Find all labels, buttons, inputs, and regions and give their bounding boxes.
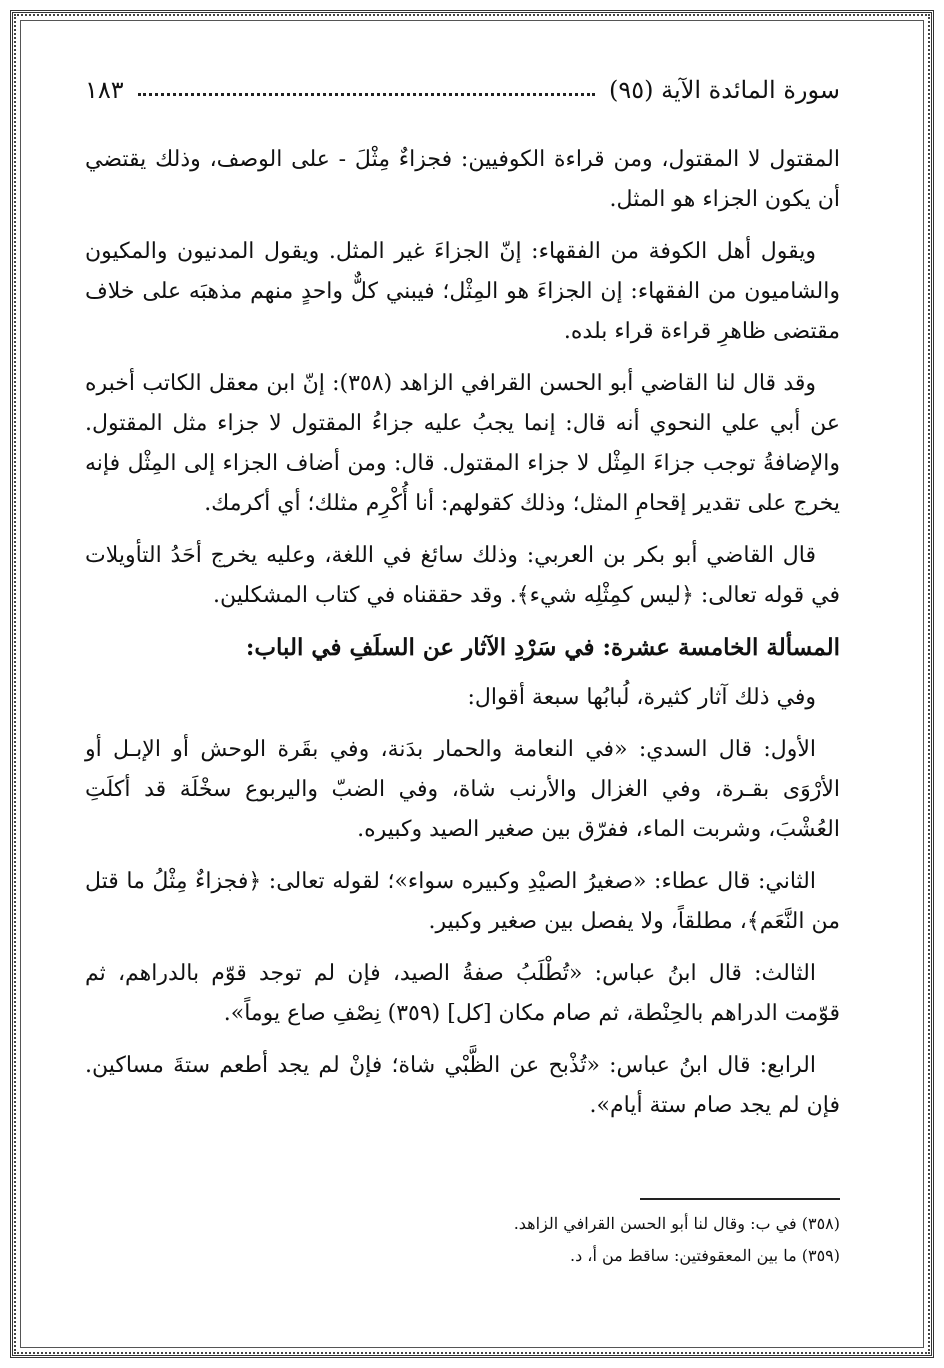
running-header	[85, 70, 840, 110]
header-title: سورة المائدة الآية (٩٥)	[609, 76, 840, 104]
footnote-separator	[640, 1198, 840, 1200]
footnote: (٣٥٨) في ب: وقال لنا أبو الحسن القرافي الزاهد.	[513, 1214, 840, 1233]
paragraph: الأول: قال السدي: «في النعامة والحمار بدَنة، وفي بقَرة الوحش أو الإبـل أو الأرْوَى بقـرة، وفي الغزال والأرنب شاة، وفي الضبّ واليربوع سخْلَة قد أكلَتِ العُشْبَ، وشربت الماء، ففرّق بين صغير الصيد وكبيره.	[85, 737, 840, 842]
paragraph: وقد قال لنا القاضي أبو الحسن القرافي الزاهد (٣٥٨): إنّ ابن معقل الكاتب أخبره عن أبي علي النحوي أنه قال: إنما يجبُ عليه جزاءُ المقتول لا جزاء مثل المقتول. والإضافةُ توجب جزاءَ المِثْل لا جزاء المقتول. قال: ومن أضاف الجزاء إلى المِثْل فإنه يخرج على تقدير إقحامِ المثل؛ وذلك كقولهم: أنا أُكْرِم مثلك؛ أي أكرمك.	[85, 371, 840, 516]
section-heading: المسألة الخامسة عشرة: في سَرْدِ الآثار عن السلَفِ في الباب:	[245, 634, 840, 661]
page	[85, 70, 840, 1320]
paragraph: الثاني: قال عطاء: «صغيرُ الصيْدِ وكبيره سواء»؛ لقوله تعالى: ﴿فجزاءٌ مِثْلُ ما قتل من النَّعَم﴾، مطلقاً، ولا يفصل بين صغير وكبير.	[85, 869, 840, 934]
paragraph: قال القاضي أبو بكر بن العربي: وذلك سائغ في اللغة، وعليه يخرج أحَدُ التأويلات في قوله تعالى: ﴿ليس كمِثْلِه شيء﴾. وقد حققناه في كتاب المشكلين.	[85, 543, 840, 608]
paragraph: المقتول لا المقتول، ومن قراءة الكوفيين: فجزاءٌ مِثْلَ - على الوصف، وذلك يقتضي أن يكون الجزاء هو المثل.	[85, 147, 840, 212]
paragraph: الثالث: قال ابنُ عباس: «تُطْلَبُ صفةُ الصيد، فإن لم توجد قوّم بالدراهم، ثم قوّمت الدراهم بالحِنْطة، ثم صام مكان [كل] (٣٥٩) نِصْفِ صاع يوماً».	[85, 961, 840, 1026]
header-leader-dots	[138, 93, 595, 96]
paragraph: وفي ذلك آثار كثيرة، لُبابُها سبعة أقوال:	[467, 685, 816, 710]
paragraph: الرابع: قال ابنُ عباس: «تُذْبح عن الظَّبْي شاة؛ فإنْ لم يجد أطعم ستةَ مساكين. فإن لم يجد صام ستة أيام».	[85, 1053, 840, 1118]
page-body	[85, 140, 840, 1138]
footnotes	[85, 1208, 840, 1272]
paragraph: ويقول أهل الكوفة من الفقهاء: إنّ الجزاءَ غير المثل. ويقول المدنيون والمكيون والشاميون من الفقهاء: إن الجزاءَ هو المِثْل؛ فيبني كلٌّ واحدٍ منهم مذهبَه على خلاف مقتضى ظاهرِ قراءة قراء بلده.	[85, 239, 840, 344]
footnote: (٣٥٩) ما بين المعقوفتين: ساقط من أ، د.	[570, 1246, 840, 1265]
page-number: ١٨٣	[85, 76, 124, 104]
